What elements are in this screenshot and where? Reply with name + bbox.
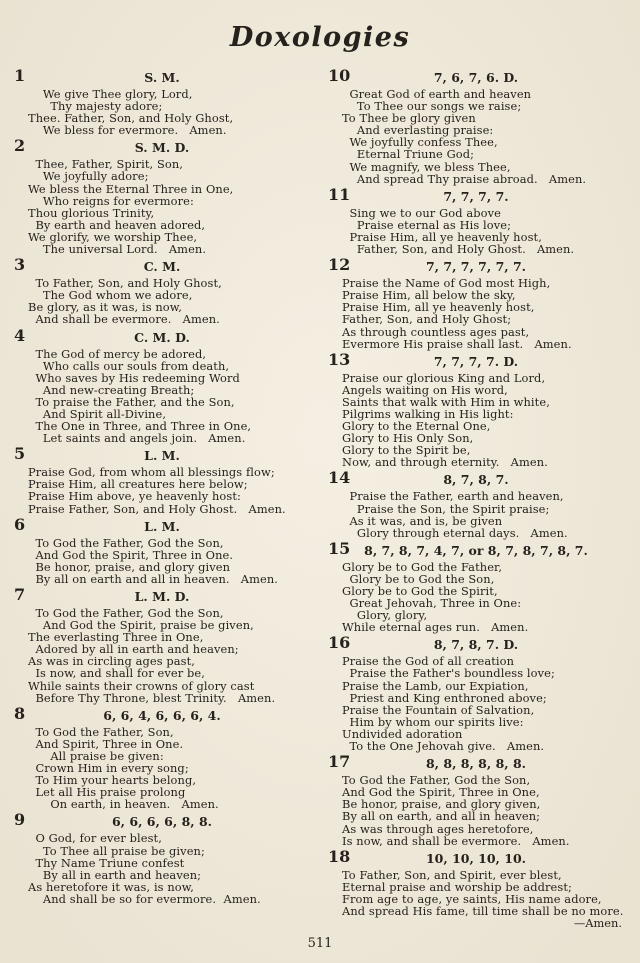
- hymn-meter: 8, 8, 8, 8, 8, 8.: [425, 756, 527, 772]
- hymn-number: 3: [14, 255, 26, 275]
- hymn-18: [326, 846, 626, 931]
- verse-line: Adored by all in earth and heaven;: [28, 642, 239, 657]
- hymn-header: [326, 468, 626, 488]
- hymn-number: 18: [328, 846, 351, 866]
- hymn-number: 12: [328, 255, 351, 275]
- verse-line: Priest and King enthroned above;: [342, 690, 547, 705]
- hymn-verse: [342, 561, 626, 634]
- verse-line: To Thee be glory given: [342, 111, 476, 126]
- hymn-verse: [342, 88, 626, 185]
- amen-line: —Amen.: [573, 916, 622, 931]
- verse-line: Praise the Father's boundless love;: [342, 666, 555, 681]
- verse-line: To Father, Son, and Spirit, ever blest,: [342, 867, 562, 882]
- hymn-header: [326, 184, 626, 204]
- hymn-number: 7: [14, 585, 26, 604]
- verse-line: Praise the Fountain of Salvation,: [342, 702, 535, 717]
- hymn-meter: 8, 7, 8, 7, 4, 7, or 8, 7, 8, 7, 8, 7.: [364, 542, 588, 558]
- verse-line: Praise Him, all ye heavenly host,: [342, 300, 535, 315]
- verse-line: The God of mercy be adored,: [28, 346, 207, 361]
- verse-line: Great Jehovah, Three in One:: [342, 596, 522, 611]
- verse-line: And new-creating Breath;: [28, 382, 195, 397]
- hymn-meter: 8, 7, 8, 7.: [443, 472, 509, 488]
- verse-line: The everlasting Three in One,: [28, 630, 204, 645]
- hymn-2: [12, 136, 312, 257]
- verse-line: We magnify, we bless Thee,: [342, 159, 511, 174]
- verse-line: Glory be to God the Son,: [342, 571, 495, 586]
- verse-line: Thy Name Triune confest: [28, 855, 185, 870]
- hymn-header: [12, 585, 312, 604]
- hymn-columns: [0, 67, 640, 934]
- hymn-meter: L. M.: [144, 448, 180, 464]
- verse-line: And spread His fame, till time shall be no more.: [342, 903, 624, 918]
- right-column: [326, 67, 626, 934]
- hymn-verse: [342, 869, 626, 930]
- verse-line: Thy majesty adore;: [28, 99, 163, 114]
- hymn-7: [12, 585, 312, 705]
- verse-line: Be honor, praise, and glory given,: [342, 797, 541, 812]
- verse-line: Undivided adoration: [342, 726, 463, 741]
- hymn-header: [12, 66, 312, 85]
- verse-line: And God the Spirit, Three in One,: [342, 785, 540, 800]
- hymn-number: 17: [328, 752, 351, 772]
- hymn-header: [326, 255, 626, 275]
- verse-line: Pilgrims walking in His light:: [342, 406, 514, 421]
- verse-line: Thou glorious Trinity,: [28, 205, 155, 220]
- hymn-header: [12, 255, 312, 275]
- hymn-number: 15: [328, 538, 351, 558]
- verse-line: And shall be evermore. Amen.: [28, 312, 220, 327]
- verse-line: Praise Father, Son, and Holy Ghost. Amen.: [28, 501, 286, 516]
- verse-line: Eternal Triune God;: [342, 147, 475, 162]
- hymn-number: 2: [14, 136, 26, 156]
- verse-line: Praise the Son, the Spirit praise;: [342, 501, 550, 516]
- hymn-verse: [28, 466, 312, 514]
- verse-line: By all on earth, and all in heaven;: [342, 809, 541, 824]
- hymn-header: [326, 752, 626, 772]
- hymn-14: [326, 468, 626, 540]
- verse-line: And Spirit, Three in One.: [28, 736, 184, 751]
- hymn-number: 10: [328, 66, 351, 85]
- verse-line: We glorify, we worship Thee,: [28, 229, 198, 244]
- verse-line: We joyfully confess Thee,: [342, 135, 498, 150]
- hymn-number: 13: [328, 349, 351, 369]
- hymn-number: 8: [14, 703, 26, 723]
- verse-line: Praise God, from whom all blessings flow;: [28, 465, 275, 480]
- hymn-verse: [342, 490, 626, 538]
- verse-line: Who saves by His redeeming Word: [28, 370, 240, 385]
- hymn-verse: [342, 655, 626, 752]
- verse-line: Praise Him, all creatures here below;: [28, 477, 248, 492]
- verse-line: O God, for ever blest,: [28, 831, 162, 846]
- hymn-meter: 10, 10, 10, 10.: [425, 850, 527, 866]
- hymn-header: [326, 633, 626, 653]
- verse-line: To Thee all praise be given;: [28, 843, 205, 858]
- verse-line: While eternal ages run. Amen.: [342, 620, 529, 635]
- hymn-9: [12, 810, 312, 906]
- hymn-number: 4: [14, 325, 26, 345]
- hymn-1: [12, 66, 312, 138]
- verse-line: Glory to His Only Son,: [342, 431, 474, 446]
- verse-line: Praise our glorious King and Lord,: [342, 370, 546, 385]
- verse-line: Before Thy Throne, blest Trinity. Amen.: [28, 690, 276, 705]
- hymn-meter: 8, 7, 8, 7. D.: [433, 637, 519, 653]
- verse-line: And God the Spirit, praise be given,: [28, 618, 254, 633]
- hymn-number: 1: [14, 66, 26, 85]
- verse-line: And God the Spirit, Three in One.: [28, 547, 234, 562]
- verse-line: Evermore His praise shall last. Amen.: [342, 336, 572, 351]
- hymn-meter: S. M. D.: [134, 140, 190, 156]
- verse-line: While saints their crowns of glory cast: [28, 678, 255, 693]
- verse-line: Angels waiting on His word,: [342, 382, 508, 397]
- verse-line: To praise the Father, and the Son,: [28, 394, 235, 409]
- verse-line: Father, Son, and Holy Ghost. Amen.: [342, 242, 575, 257]
- verse-line: We joyfully adore;: [28, 169, 149, 184]
- verse-line: Praise eternal as His love;: [342, 217, 512, 232]
- verse-line: Glory to the Eternal One,: [342, 419, 491, 434]
- hymn-verse: [28, 88, 312, 136]
- verse-line: Thee. Father, Son, and Holy Ghost,: [28, 111, 234, 126]
- hymn-number: 16: [328, 633, 351, 653]
- page-title: Doxologies: [229, 22, 411, 53]
- verse-line: Glory, glory,: [342, 608, 428, 623]
- hymn-number: 14: [328, 468, 351, 488]
- hymn-meter: C. M. D.: [134, 329, 190, 345]
- hymn-5: [12, 444, 312, 516]
- verse-line: We bless the Eternal Three in One,: [28, 181, 234, 196]
- hymn-meter: 6, 6, 4, 6, 6, 6, 4.: [103, 707, 221, 723]
- verse-line: Praise the Lamb, our Expiation,: [342, 678, 529, 693]
- verse-line: To Thee our songs we raise;: [342, 99, 522, 114]
- hymn-header: [326, 349, 626, 369]
- hymn-verse: [28, 726, 312, 811]
- verse-line: Praise the Name of God most High,: [342, 276, 551, 291]
- verse-line: Praise the God of all creation: [342, 654, 515, 669]
- verse-line: Who reigns for evermore:: [28, 193, 194, 208]
- left-column: [12, 67, 312, 934]
- hymn-17: [326, 752, 626, 848]
- verse-line: Now, and through eternity. Amen.: [342, 455, 548, 470]
- hymn-header: [12, 136, 312, 156]
- verse-line: Eternal praise and worship be addrest;: [342, 879, 572, 894]
- page-number: 511: [307, 936, 333, 951]
- verse-line: Praise Him, all below the sky,: [342, 288, 516, 303]
- verse-line: The One in Three, and Three in One,: [28, 419, 252, 434]
- verse-line: To God the Father, God the Son,: [342, 773, 531, 788]
- hymn-header: [12, 703, 312, 723]
- verse-line: To the One Jehovah give. Amen.: [342, 739, 545, 754]
- verse-line: Be honor, praise, and glory given: [28, 559, 231, 574]
- verse-line: Glory to the Spirit be,: [342, 443, 471, 458]
- hymn-number: 9: [14, 810, 26, 830]
- hymn-header: [326, 538, 626, 558]
- hymn-verse: [342, 207, 626, 255]
- verse-line: Father, Son, and Holy Ghost;: [342, 312, 512, 327]
- hymn-header: [12, 810, 312, 830]
- hymn-13: [326, 349, 626, 470]
- verse-line: The God whom we adore,: [28, 288, 193, 303]
- hymn-15: [326, 538, 626, 635]
- hymn-header: [326, 846, 626, 866]
- verse-line: We bless for evermore. Amen.: [28, 123, 227, 138]
- hymn-verse: [28, 832, 312, 905]
- verse-line: Glory through eternal days. Amen.: [342, 525, 568, 540]
- hymn-6: [12, 514, 312, 586]
- verse-line: And shall be so for evermore. Amen.: [28, 891, 261, 906]
- verse-line: All praise be given:: [28, 748, 164, 763]
- verse-line: From age to age, ye saints, His name adore,: [342, 891, 602, 906]
- hymn-number: 6: [14, 514, 26, 534]
- verse-line: Let all His praise prolong: [28, 785, 186, 800]
- hymn-meter: 7, 6, 7, 6. D.: [433, 70, 519, 85]
- hymn-verse: [342, 774, 626, 847]
- hymn-16: [326, 633, 626, 754]
- hymn-4: [12, 325, 312, 446]
- hymn-12: [326, 255, 626, 351]
- verse-line: Praise the Father, earth and heaven,: [342, 489, 564, 504]
- verse-line: To Father, Son, and Holy Ghost,: [28, 276, 222, 291]
- verse-line: By earth and heaven adored,: [28, 217, 206, 232]
- verse-line: Be glory, as it was, is now,: [28, 300, 182, 315]
- verse-line: Crown Him in every song;: [28, 761, 189, 776]
- verse-line: Praise Him, all ye heavenly host,: [342, 229, 542, 244]
- verse-line: To God the Father, God the Son,: [28, 535, 224, 550]
- verse-line: To God the Father, God the Son,: [28, 606, 224, 620]
- hymn-verse: [28, 158, 312, 255]
- hymn-meter: L. M. D.: [134, 589, 190, 604]
- hymn-verse: [28, 277, 312, 325]
- hymn-meter: 7, 7, 7, 7, 7, 7.: [425, 259, 527, 275]
- verse-line: And everlasting praise:: [342, 123, 494, 138]
- hymn-3: [12, 255, 312, 327]
- verse-line: By all in earth and heaven;: [28, 867, 202, 882]
- verse-line: Great God of earth and heaven: [342, 87, 532, 101]
- verse-line: To God the Father, Son,: [28, 724, 174, 739]
- verse-line: As heretofore it was, is now,: [28, 879, 194, 894]
- hymn-10: [326, 66, 626, 186]
- hymn-meter: 7, 7, 7, 7. D.: [433, 353, 519, 369]
- verse-line: On earth, in heaven. Amen.: [28, 797, 219, 812]
- hymn-header: [326, 66, 626, 85]
- verse-line: Sing we to our God above: [342, 205, 501, 220]
- verse-line: As was through ages heretofore,: [342, 821, 534, 836]
- verse-line: The universal Lord. Amen.: [28, 242, 207, 257]
- hymn-header: [12, 444, 312, 464]
- verse-line: Thee, Father, Spirit, Son,: [28, 157, 183, 172]
- verse-line: As through countless ages past,: [342, 324, 530, 339]
- hymn-verse: [342, 372, 626, 469]
- verse-line: Is now, and shall be evermore. Amen.: [342, 833, 570, 848]
- verse-line: By all on earth and all in heaven. Amen.: [28, 571, 279, 586]
- hymn-meter: C. M.: [143, 259, 181, 275]
- verse-line: To Him your hearts belong,: [28, 773, 197, 788]
- verse-line: As was in circling ages past,: [28, 654, 195, 669]
- verse-line: Him by whom our spirits live:: [342, 714, 524, 729]
- hymn-header: [12, 325, 312, 345]
- hymn-verse: [28, 607, 312, 704]
- hymn-verse: [342, 277, 626, 350]
- hymn-meter: L. M.: [144, 518, 180, 534]
- hymn-header: [12, 514, 312, 534]
- hymn-11: [326, 184, 626, 257]
- verse-line: Let saints and angels join. Amen.: [28, 431, 246, 446]
- verse-line: We give Thee glory, Lord,: [28, 87, 193, 101]
- verse-line: As it was, and is, be given: [342, 513, 503, 528]
- hymn-meter: 7, 7, 7, 7.: [443, 188, 509, 204]
- hymn-number: 5: [14, 444, 26, 464]
- verse-line: Praise Him above, ye heavenly host:: [28, 489, 241, 504]
- hymn-meter: S. M.: [144, 70, 180, 85]
- hymn-meter: 6, 6, 6, 6, 8, 8.: [111, 814, 213, 830]
- hymn-number: 11: [328, 184, 351, 204]
- hymn-verse: [28, 348, 312, 445]
- verse-line: Saints that walk with Him in white,: [342, 394, 550, 409]
- hymn-8: [12, 703, 312, 812]
- hymn-verse: [28, 537, 312, 585]
- verse-line: And spread Thy praise abroad. Amen.: [342, 171, 587, 186]
- verse-line: And Spirit all-Divine,: [28, 406, 167, 421]
- verse-line: Who calls our souls from death,: [28, 358, 230, 373]
- verse-line: Glory be to God the Spirit,: [342, 584, 498, 598]
- verse-line: Is now, and shall for ever be,: [28, 666, 205, 681]
- verse-line: Glory be to God the Father,: [342, 559, 503, 574]
